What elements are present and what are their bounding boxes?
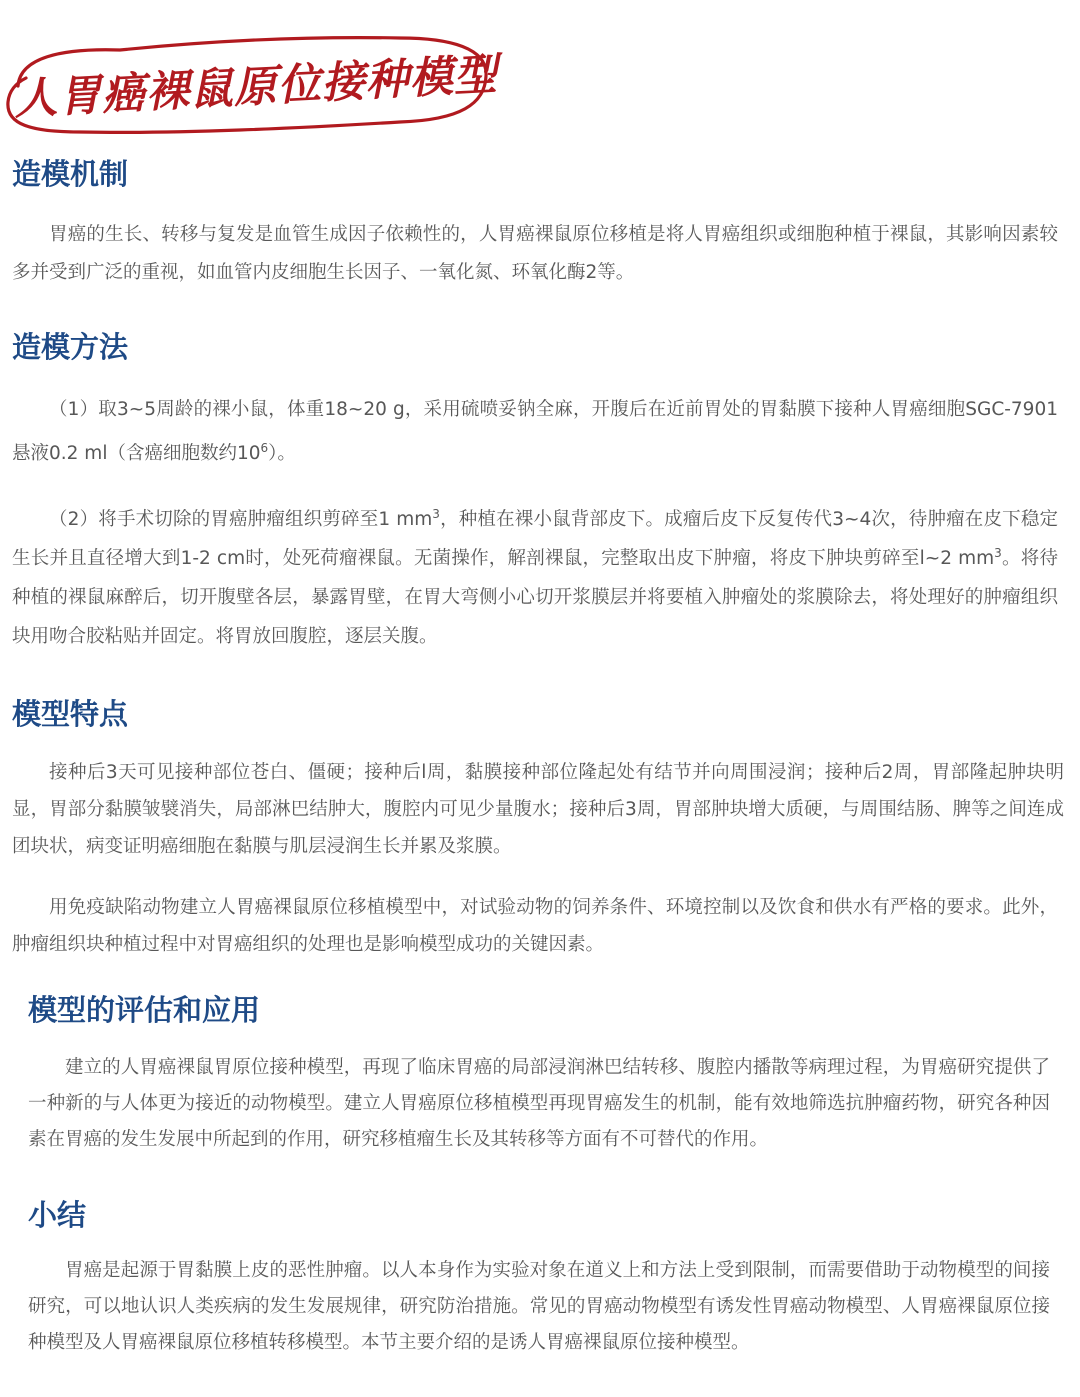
heading-method: 造模方法 — [12, 330, 129, 364]
method-step2-sup1: 3 — [432, 506, 440, 521]
method-step2-tail: 。将待种植的裸鼠麻醉后，切开腹壁各层，暴露胃壁，在胃大弯侧小心切开浆膜层并将要植入肿瘤处的浆膜除去，将处理好的肿瘤组织块用吻合胶粘贴并固定。将胃放回腹腔，逐层关腹。 — [12, 548, 1058, 647]
method-step1-tail: ）。 — [268, 443, 296, 464]
features-paragraph-2: 用免疫缺陷动物建立人胃癌裸鼠原位移植模型中，对试验动物的饲养条件、环境控制以及饮食和供水有严格的要求。此外，肿瘤组织块种植过程中对胃癌组织的处理也是影响模型成功的关键因素。 — [12, 897, 1058, 955]
method-step2-text: （2）将手术切除的胃癌肿瘤组织剪碎至1 mm — [49, 509, 433, 530]
heading-summary: 小结 — [28, 1198, 87, 1232]
method-step2 — [12, 500, 1058, 656]
heading-features: 模型特点 — [12, 697, 129, 731]
method-step1-text: （1）取3~5周龄的裸小鼠，体重18~20 g，采用硫喷妥钠全麻，开腹后在近前胃处的胃黏膜下接种人胃癌细胞SGC-7901悬液0.2 ml（含癌细胞数约10 — [12, 399, 1058, 464]
method-step2-sup2: 3 — [994, 545, 1002, 560]
evaluation-paragraph: 建立的人胃癌裸鼠胃原位接种模型，再现了临床胃癌的局部浸润淋巴结转移、腹腔内播散等病理过程，为胃癌研究提供了一种新的与人体更为接近的动物模型。建立人胃癌原位移植模型再现胃癌发生的机制，能有效地筛选抗肿瘤药物，研究各种因素在胃癌的发生发展中所起到的作用，研究移植瘤生长及其转移等方面有不可替代的作用。 — [28, 1057, 1050, 1150]
page-title: 人胃癌裸鼠原位接种模型 — [12, 49, 499, 125]
title-stamp — [0, 28, 500, 140]
heading-evaluation: 模型的评估和应用 — [28, 993, 261, 1027]
heading-mechanism: 造模机制 — [12, 157, 129, 191]
method-step1 — [12, 388, 1058, 476]
features-paragraph-1: 接种后3天可见接种部位苍白、僵硬；接种后l周，黏膜接种部位隆起处有结节并向周围浸润；接种后2周，胃部隆起肿块明显，胃部分黏膜皱襞消失，局部淋巴结肿大，腹腔内可见少量腹水；接种后3周，胃部肿块增大质硬，与周围结肠、脾等之间连成团块状，病变证明癌细胞在黏膜与肌层浸润生长并累及浆膜。 — [12, 762, 1064, 857]
method-step1-sup: 6 — [260, 440, 269, 455]
method-step2-mid: ，种植在裸小鼠背部皮下。成瘤后皮下反复传代3~4次，待肿瘤在皮下稳定生长并且直径增大到1-2 cm时，处死荷瘤裸鼠。无菌操作，解剖裸鼠，完整取出皮下肿瘤，将皮下肿块剪碎至l~2 mm — [12, 509, 1058, 569]
mechanism-paragraph: 胃癌的生长、转移与复发是血管生成因子依赖性的，人胃癌裸鼠原位移植是将人胃癌组织或细胞种植于裸鼠，其影响因素较多并受到广泛的重视，如血管内皮细胞生长因子、一氧化氮、环氧化酶2等。 — [12, 224, 1058, 283]
summary-paragraph: 胃癌是起源于胃黏膜上皮的恶性肿瘤。以人本身作为实验对象在道义上和方法上受到限制，而需要借助于动物模型的间接研究，可以地认识人类疾病的发生发展规律，研究防治措施。常见的胃癌动物模型有诱发性胃癌动物模型、人胃癌裸鼠原位接种模型及人胃癌裸鼠原位移植转移模型。本节主要介绍的是诱人胃癌裸鼠原位接种模型。 — [28, 1260, 1050, 1353]
